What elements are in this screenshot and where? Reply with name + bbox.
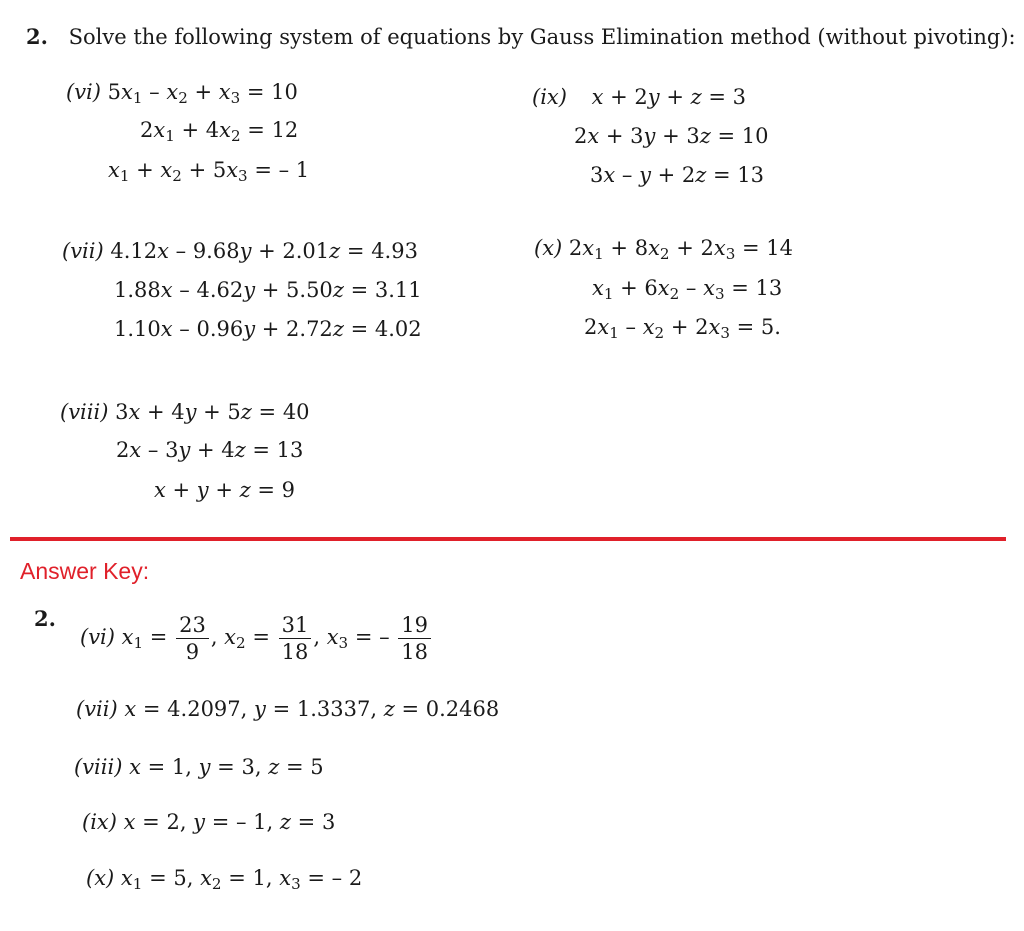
label-vii: (vii) [62, 239, 104, 263]
answer-key-number: 2. [34, 606, 56, 631]
answer-vi-label: (vi) [80, 625, 115, 649]
answer-vi: (vi) $x_1$ = $\frac{23}{9}$ , $x_2$ = $\frac{31}{18}$ , $x_3$ = – $\frac{19}{18}$ [80, 612, 433, 665]
label-viii: (viii) [60, 400, 109, 424]
system-ix-eq-3: 3x – y + 2z = 13 [590, 163, 765, 187]
answer-ix-x: 2 [166, 810, 180, 834]
system-viii-eq-2: 2x – 3y + 4z = 13 [116, 438, 304, 462]
answer-viii-label: (viii) [74, 755, 123, 779]
answer-vii-x: 4.2097 [167, 697, 241, 721]
system-vi-eq-2: $2x_1 + 4x_2 = 12$ [140, 118, 299, 145]
frac-2-denominator: 18 [281, 640, 309, 664]
answer-x-x1: 5 [173, 866, 187, 890]
frac-1-denominator: 9 [185, 640, 200, 664]
system-vi-eq-1: (vi) $5x_1 - x_2 + x_3 = 10$ [66, 80, 298, 107]
answer-viii-x: 1 [171, 755, 186, 779]
frac-3-denominator: 18 [401, 640, 429, 664]
answer-viii-y: 3 [241, 755, 255, 779]
answer-x-x2: 1 [252, 866, 266, 890]
frac-2-numerator: 31 [279, 612, 312, 639]
system-viii-eq-1: (viii) 3x + 4y + 5z = 40 [60, 400, 310, 424]
section-divider [10, 537, 1006, 541]
answer-vii-label: (vii) [76, 697, 118, 721]
system-vii-eq-1: (vii) 4.12x – 9.68y + 2.01z = 4.93 [62, 239, 418, 263]
frac-3-numerator: 19 [398, 612, 431, 639]
answer-vi-frac-1 [176, 612, 209, 665]
question-header [26, 24, 1016, 49]
answer-viii: (viii) x = 1, y = 3, z = 5 [74, 755, 324, 779]
frac-1-numerator: 23 [176, 612, 209, 639]
answer-vii-y: 1.3337 [296, 697, 371, 721]
system-ix-eq-1: (ix) x + 2y + z = 3 [532, 85, 747, 109]
label-vi: (vi) [66, 80, 101, 104]
answer-ix-label: (ix) [82, 810, 117, 834]
system-x-eq-2: $x_1 + 6x_2 - x_3 = 13$ [592, 276, 783, 303]
system-viii-eq-3: x + y + z = 9 [154, 478, 296, 502]
answer-key-title: Answer Key: [20, 558, 150, 584]
question-text: Solve the following system of equations by Gauss Elimination method (without pivoting): [68, 25, 1016, 49]
system-vii-eq-3: 1.10x – 0.96y + 2.72z = 4.02 [114, 317, 422, 341]
answer-viii-z: 5 [310, 755, 324, 779]
answer-x: (x) $x_1 = 5$, $x_2 = 1$, $x_3$ = – 2 [86, 866, 363, 893]
system-vi-eq-3: $x_1 + x_2 + 5x_3$ = – 1 [108, 158, 310, 185]
answer-vii-z: 0.2468 [425, 697, 500, 721]
system-vii-eq-2: 1.88x – 4.62y + 5.50z = 3.11 [114, 278, 422, 302]
answer-vii: (vii) x = 4.2097, y = 1.3337, z = 0.2468 [76, 697, 500, 721]
answer-ix-z: 3 [321, 810, 336, 834]
answer-ix: (ix) x = 2, y = – 1, z = 3 [82, 810, 336, 834]
answer-ix-y: – 1 [236, 810, 267, 834]
question-number: 2. [26, 24, 48, 49]
system-x-eq-3: $2x_1 - x_2 + 2x_3 = 5$. [584, 315, 781, 342]
system-x-eq-1: (x) $2x_1 + 8x_2 + 2x_3 = 14$ [534, 236, 793, 263]
answer-vi-frac-3 [398, 612, 431, 665]
answer-x-x3: – 2 [331, 866, 363, 890]
answer-x-label: (x) [86, 866, 115, 890]
label-ix: (ix) [532, 85, 567, 109]
answer-vi-frac-2 [279, 612, 312, 665]
system-ix-eq-2: 2x + 3y + 3z = 10 [574, 124, 769, 148]
label-x: (x) [534, 236, 563, 260]
